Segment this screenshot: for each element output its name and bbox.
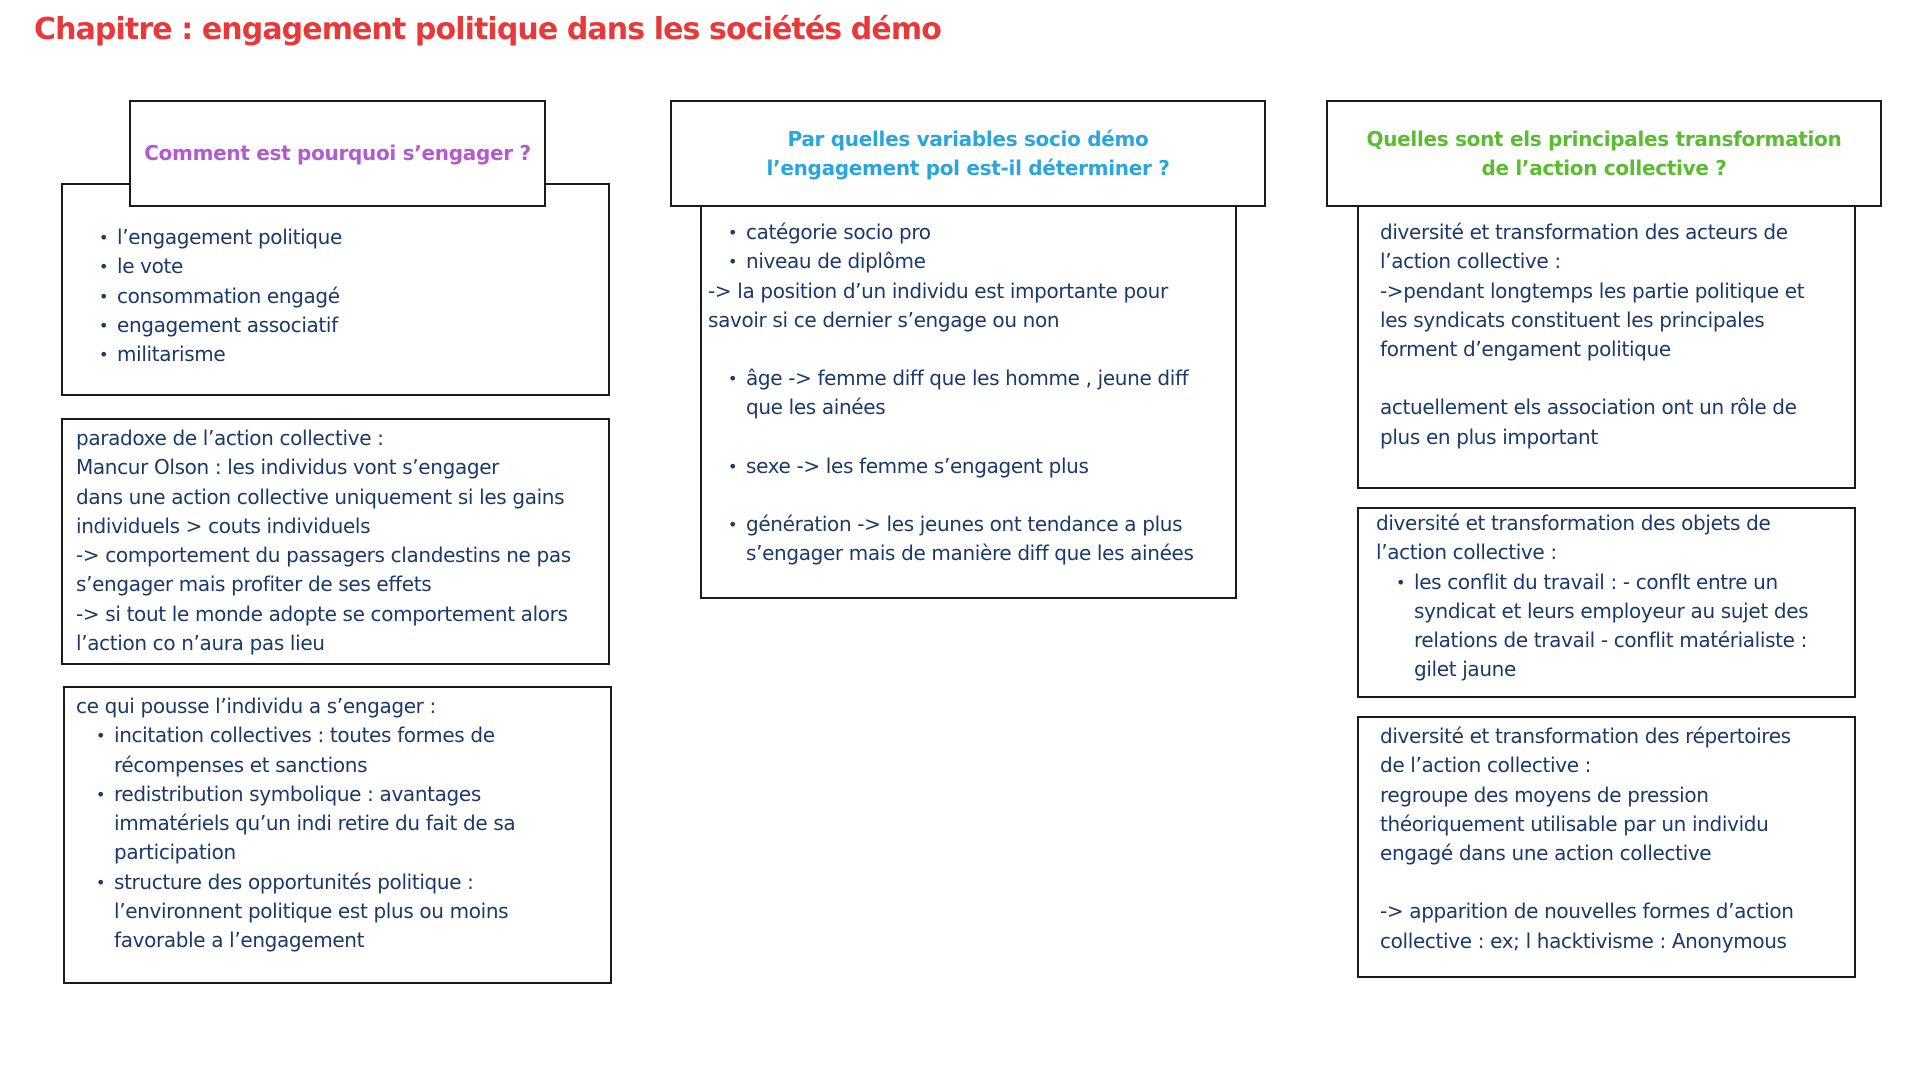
col2-note: -> la position d’un individu est importante pour savoir si ce dernier s’engage ou non — [708, 278, 1168, 332]
paradox-line: s’engager mais profiter de ses effets — [76, 572, 432, 597]
col2-header-box — [670, 100, 1266, 207]
acteurs-line: diversité et transformation des acteurs de — [1380, 220, 1788, 244]
list-item: • redistribution symbolique : avantages immatériels qu’un indi retire du fait de sa participation — [114, 780, 560, 868]
acteurs-line: ->pendant longtemps les partie politique et — [1380, 278, 1805, 303]
col1-list-box — [61, 183, 610, 396]
paradox-line: -> comportement du passagers clandestins ne pas — [76, 543, 571, 568]
list-item: • engagement associatif — [117, 311, 608, 340]
paradox-box — [61, 418, 610, 665]
list-item: • catégorie socio pro — [746, 218, 1225, 247]
repertoires-line: engagé dans une action collective — [1380, 841, 1712, 866]
acteurs-line: les syndicats constituent les principales — [1380, 307, 1765, 332]
repertoires-line: de l’action collective : — [1380, 753, 1592, 778]
paradox-line: individuels > couts individuels — [76, 513, 371, 538]
paradox-line: l’action co n’aura pas lieu — [76, 631, 325, 656]
acteurs-line: forment d’engament politique — [1380, 337, 1671, 362]
col3-header-line: de l’action collective ? — [1481, 155, 1727, 180]
acteurs-line: l’action collective : — [1380, 249, 1561, 274]
repertoires-line: collective : ex; l hacktivisme : Anonymous — [1380, 928, 1787, 953]
col2-header-line: l’engagement pol est-il déterminer ? — [766, 155, 1170, 180]
paradox-line: dans une action collective uniquement si les gains — [76, 484, 565, 509]
repertoires-box — [1357, 716, 1856, 978]
list-item: • militarisme — [117, 340, 608, 369]
list-item: • structure des opportunités politique : l’environnent politique est plus ou moins favorable a l’engagement — [114, 868, 560, 956]
list-item: • sexe -> les femme s’engagent plus — [746, 452, 1225, 481]
repertoires-line: regroupe des moyens de pression — [1380, 782, 1709, 807]
list-item: • âge -> femme diff que les homme , jeune diff que les ainées — [746, 364, 1225, 423]
list-item: • niveau de diplôme — [746, 247, 1225, 276]
repertoires-line: théoriquement utilisable par un individu — [1380, 811, 1769, 836]
col3-header-box — [1326, 100, 1882, 207]
repertoires-line: diversité et transformation des répertoires — [1380, 724, 1791, 748]
page-title: Chapitre : engagement politique dans les sociétés démo — [34, 12, 941, 47]
col1-header: Comment est pourquoi s’engager ? — [144, 141, 531, 165]
paradox-line: Mancur Olson : les individus vont s’engager — [76, 455, 500, 480]
paradox-line: -> si tout le monde adopte se comportement alors — [76, 601, 568, 626]
acteurs-line: plus en plus important — [1380, 424, 1598, 449]
col1-header-box — [129, 100, 546, 207]
col3-header-line: Quelles sont els principales transformation — [1366, 126, 1842, 151]
list-item: • le vote — [117, 252, 608, 281]
acteurs-line: actuellement els association ont un rôle de — [1380, 395, 1797, 420]
repertoires-line: -> apparition de nouvelles formes d’action — [1380, 899, 1794, 924]
objets-title: diversité et transformation des objets de l’action collective : — [1376, 511, 1771, 565]
col2-content-box — [700, 200, 1237, 599]
acteurs-box — [1357, 200, 1856, 489]
list-item: • incitation collectives : toutes formes de récompenses et sanctions — [114, 721, 560, 780]
push-intro: ce qui pousse l’individu a s’engager : — [76, 694, 436, 718]
list-item: • les conflit du travail : - conflt entre un syndicat et leurs employeur au sujet des relations de travail - conflit matérialiste : gilet jaune — [1414, 568, 1844, 685]
push-box — [63, 686, 612, 984]
list-item: • consommation engagé — [117, 282, 608, 311]
list-item: • génération -> les jeunes ont tendance a plus s’engager mais de manière diff que les ainées — [746, 510, 1225, 569]
paradox-line: paradoxe de l’action collective : — [76, 426, 384, 450]
objets-box — [1357, 507, 1856, 698]
col2-header-line: Par quelles variables socio démo — [787, 126, 1149, 151]
list-item: • l’engagement politique — [117, 223, 608, 252]
